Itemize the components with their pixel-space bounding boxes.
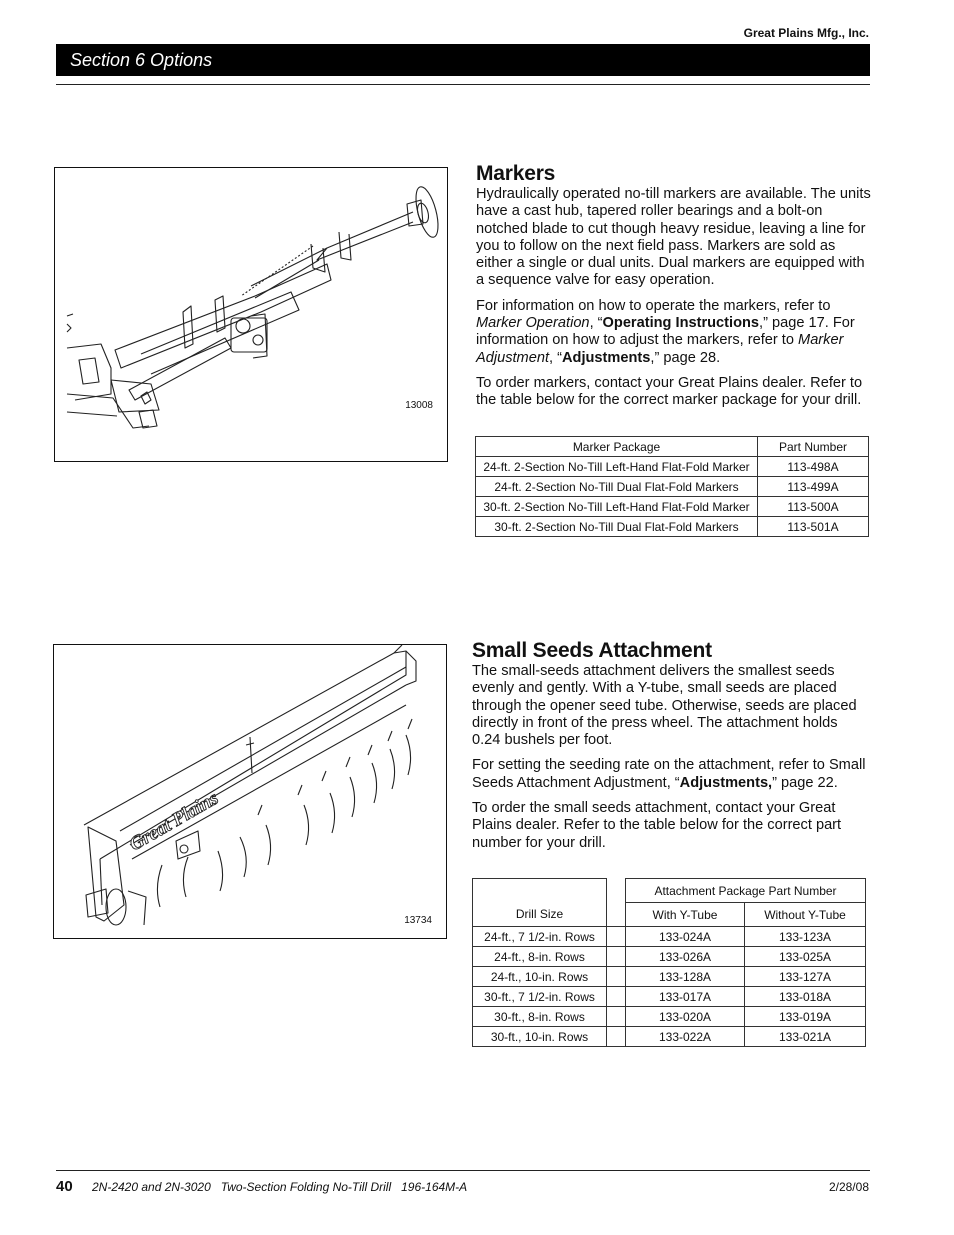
header-drill-size: Drill Size: [473, 879, 607, 927]
drill-size-cell: 24-ft., 7 1/2-in. Rows: [473, 927, 607, 947]
drill-size-cell: 24-ft., 8-in. Rows: [473, 947, 607, 967]
small-seeds-section: [472, 639, 870, 860]
text-run: , “: [589, 315, 603, 332]
without-y-tube-cell: 133-127A: [745, 967, 866, 987]
markers-figure: [54, 167, 448, 462]
table-row: [476, 517, 869, 537]
without-y-tube-cell: 133-025A: [745, 947, 866, 967]
spacer-cell: [607, 927, 626, 947]
marker-package-cell: 24-ft. 2-Section No-Till Left-Hand Flat-Fold Marker: [476, 457, 758, 477]
table-row: [473, 987, 866, 1007]
table-row: [473, 947, 866, 967]
table-row: [473, 927, 866, 947]
with-y-tube-cell: 133-020A: [626, 1007, 745, 1027]
text-run: ,” page 17. For information on how to adjust the markers, refer to: [476, 315, 855, 349]
markers-order-info: To order markers, contact your Great Plains dealer. Refer to the table below for the correct marker package for your drill.: [476, 374, 863, 409]
marker-illustration: [55, 168, 446, 460]
spacer-cell: [607, 1007, 626, 1027]
header-without-y-tube: Without Y-Tube: [745, 903, 866, 927]
spacer-cell: [607, 1027, 626, 1047]
ref-marker-adjustment: Marker Adjustment: [476, 332, 844, 366]
figure-number: 13008: [405, 400, 433, 411]
text-run: , “: [549, 349, 562, 366]
without-y-tube-cell: 133-018A: [745, 987, 866, 1007]
small-seeds-illustration: [54, 645, 445, 937]
header-marker-package: Marker Package: [476, 437, 758, 457]
document-title: 2N-2420 and 2N-3020 Two-Section Folding No-Till Drill 196-164M-A: [92, 1180, 468, 1194]
small-seeds-description: The small-seeds attachment delivers the smallest seeds evenly and gently. With a Y-tube, small seeds are placed through the opener seed tube. Otherwise, seeds are placed directly in front of the press wheel. The attachment holds 0.24 bushels per foot.: [472, 663, 857, 749]
markers-heading: Markers: [476, 162, 556, 185]
small-seeds-order-info: To order the small seeds attachment, contact your Great Plains dealer. Refer to the table below for the correct part number for your drill.: [472, 800, 842, 851]
with-y-tube-cell: 133-022A: [626, 1027, 745, 1047]
text-run: ,” page 28.: [650, 349, 721, 366]
brand-text: Great Plains: [126, 787, 222, 856]
part-number-cell: 113-498A: [758, 457, 869, 477]
section-title: Section 6 Options: [70, 50, 213, 70]
spacer-cell: [607, 987, 626, 1007]
marker-package-cell: 30-ft. 2-Section No-Till Dual Flat-Fold Markers: [476, 517, 758, 537]
document-date: 2/28/08: [828, 1180, 869, 1194]
text-run: For setting the seeding rate on the attachment, refer to Small Seeds Attachment Adjustment, “: [472, 757, 866, 791]
drill-size-cell: 24-ft., 10-in. Rows: [473, 967, 607, 987]
table-header-row: [476, 437, 869, 457]
figure-number: 13734: [404, 915, 432, 926]
without-y-tube-cell: 133-021A: [745, 1027, 866, 1047]
marker-package-table: [475, 436, 869, 537]
small-seeds-heading: Small Seeds Attachment: [472, 639, 712, 662]
part-number-cell: 113-501A: [758, 517, 869, 537]
ref-operating-instructions: Operating Instructions: [602, 315, 760, 332]
marker-package-cell: 24-ft. 2-Section No-Till Dual Flat-Fold Markers: [476, 477, 758, 497]
footer-rule: [56, 1170, 870, 1171]
table-row: [476, 457, 869, 477]
table-row: [473, 1027, 866, 1047]
markers-reference: [476, 298, 872, 367]
with-y-tube-cell: 133-026A: [626, 947, 745, 967]
part-number-cell: 113-500A: [758, 497, 869, 517]
table-row: [473, 967, 866, 987]
spacer-cell: [607, 947, 626, 967]
ref-marker-operation: Marker Operation: [476, 315, 590, 332]
page-number: 40: [56, 1178, 73, 1195]
with-y-tube-cell: 133-017A: [626, 987, 745, 1007]
table-row: [476, 477, 869, 497]
markers-section: [476, 162, 872, 418]
drill-size-cell: 30-ft., 8-in. Rows: [473, 1007, 607, 1027]
table-row: [473, 1007, 866, 1027]
spacer-cell: [607, 967, 626, 987]
without-y-tube-cell: 133-123A: [745, 927, 866, 947]
drill-size-cell: 30-ft., 7 1/2-in. Rows: [473, 987, 607, 1007]
header-with-y-tube: With Y-Tube: [626, 903, 745, 927]
text-run: ” page 22.: [772, 774, 838, 791]
with-y-tube-cell: 133-024A: [626, 927, 745, 947]
spacer-cell: [607, 879, 626, 927]
attachment-package-table: [472, 878, 866, 1047]
header-part-number: Part Number: [758, 437, 869, 457]
with-y-tube-cell: 133-128A: [626, 967, 745, 987]
without-y-tube-cell: 133-019A: [745, 1007, 866, 1027]
header-rule: [56, 84, 870, 85]
markers-description: Hydraulically operated no-till markers are available. The units have a cast hub, tapered roller bearings and a bolt-on notched blade to cut though heavy residue, leaving a line for you to follow on the next field pass. Markers are sold as either a single or dual units. Dual markers are equipped with a sequence valve for easy operation.: [476, 186, 871, 289]
ref-adjustments: Adjustments: [562, 349, 651, 366]
table-header-row: [473, 879, 866, 903]
section-title-bar: [56, 44, 870, 76]
company-name: Great Plains Mfg., Inc.: [743, 26, 869, 40]
small-seeds-reference: [472, 757, 870, 792]
marker-package-cell: 30-ft. 2-Section No-Till Left-Hand Flat-Fold Marker: [476, 497, 758, 517]
drill-size-cell: 30-ft., 10-in. Rows: [473, 1027, 607, 1047]
text-run: For information on how to operate the markers, refer to: [476, 297, 831, 314]
small-seeds-figure: [53, 644, 447, 939]
table-row: [476, 497, 869, 517]
part-number-cell: 113-499A: [758, 477, 869, 497]
header-attachment-package: Attachment Package Part Number: [626, 879, 866, 903]
ref-adjustments: Adjustments,: [679, 774, 773, 791]
